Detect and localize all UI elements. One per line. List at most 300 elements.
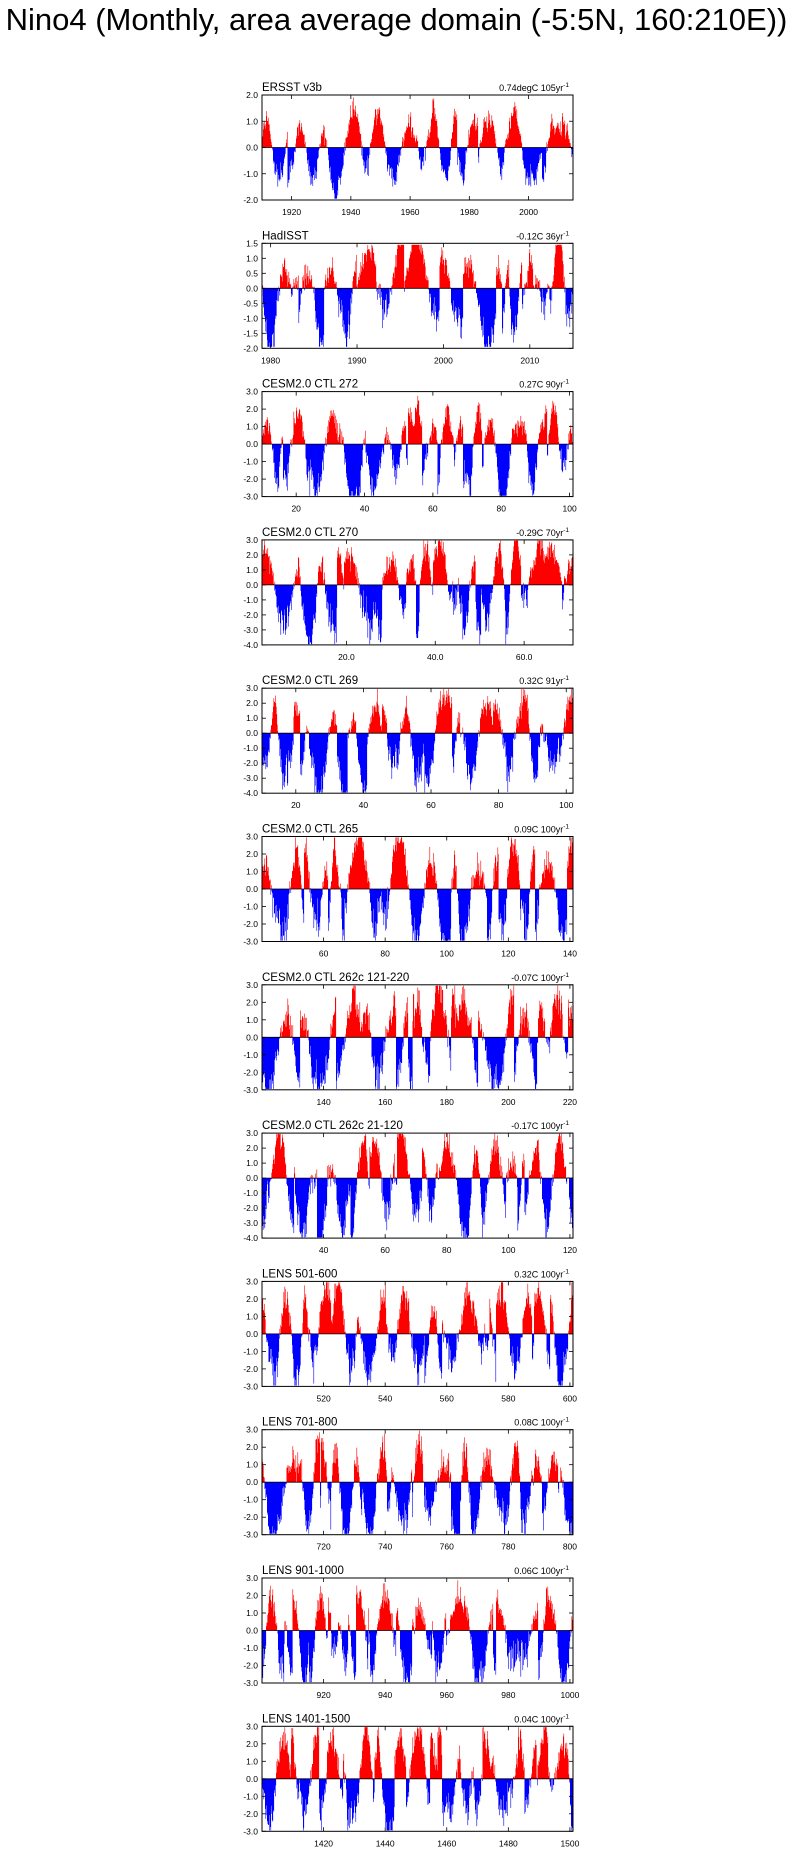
negative-bar (384, 444, 385, 454)
chart-panel (243, 972, 577, 1107)
negative-bar (352, 288, 353, 294)
x-tick-label: 20 (291, 503, 301, 514)
x-tick-label: 100 (439, 948, 454, 959)
y-tick-label: 0.0 (246, 579, 258, 590)
negative-bar (551, 288, 552, 313)
positive-bar (334, 1175, 335, 1178)
positive-bar (456, 866, 457, 889)
panel-title: CESM2.0 CTL 269 (262, 675, 359, 688)
negative-bar (428, 444, 429, 456)
x-tick-label: 2010 (520, 355, 540, 366)
y-tick-label: 0.0 (246, 283, 258, 294)
negative-bar (435, 733, 436, 741)
negative-bar (440, 444, 441, 458)
negative-bar (478, 1037, 479, 1082)
x-tick-label: 100 (559, 800, 574, 811)
negative-bar (463, 288, 464, 318)
negative-bar (547, 288, 548, 292)
x-tick-label: 1980 (459, 207, 479, 217)
negative-bar (529, 1037, 530, 1042)
y-tick-label: -1.0 (243, 456, 258, 467)
y-tick-label: 3.0 (246, 386, 258, 397)
positive-bar (524, 1160, 525, 1178)
y-tick-label: -3.0 (243, 1084, 258, 1095)
negative-bar (381, 889, 382, 910)
negative-bar (482, 1037, 483, 1040)
y-tick-label: 0.0 (246, 439, 258, 450)
x-tick-label: 20.0 (338, 651, 355, 662)
positive-bar (422, 421, 423, 444)
negative-bar (344, 148, 345, 156)
positive-bar (480, 1174, 481, 1178)
negative-bar (478, 733, 479, 747)
negative-bar (322, 889, 323, 895)
negative-bar (280, 288, 281, 295)
positive-bar (508, 1158, 509, 1178)
negative-bar (469, 585, 470, 591)
positive-bar (428, 280, 429, 288)
y-tick-label: 1.0 (246, 713, 258, 724)
positive-bar (501, 730, 502, 734)
negative-bar (403, 1037, 404, 1046)
x-tick-label: 60 (426, 800, 436, 811)
y-tick-label: 1.0 (246, 116, 258, 127)
positive-bar (547, 142, 548, 147)
x-tick-label: 1940 (341, 207, 361, 217)
negative-bar (281, 444, 282, 448)
negative-bar (278, 288, 279, 301)
positive-bar (463, 427, 464, 444)
positive-bar (291, 284, 292, 289)
negative-bar (523, 585, 524, 594)
trend-label: -0.07C $100yr^{-1}$ (511, 971, 569, 983)
y-tick-label: 2.0 (246, 698, 258, 709)
positive-bar (302, 277, 303, 288)
positive-bar (403, 138, 404, 147)
x-tick-label: 1990 (347, 355, 367, 366)
positive-bar (356, 721, 357, 733)
negative-bar (567, 889, 568, 935)
negative-bar (370, 148, 371, 155)
positive-bar (333, 1173, 334, 1178)
positive-bar (521, 566, 522, 585)
positive-bar (301, 884, 302, 889)
positive-bar (376, 282, 377, 289)
y-tick-label: 2.0 (246, 404, 258, 415)
negative-bar (424, 889, 425, 898)
negative-bar (564, 585, 565, 593)
positive-bar (522, 265, 523, 288)
negative-bar (347, 889, 348, 903)
y-tick-label: 1.0 (246, 253, 258, 264)
y-tick-label: -2.0 (243, 758, 258, 769)
chart-panel (243, 379, 577, 514)
y-tick-label: 2.0 (246, 997, 258, 1008)
positive-bar (327, 140, 328, 148)
negative-bar (426, 444, 427, 460)
positive-bar (540, 280, 541, 288)
negative-bar (456, 444, 457, 452)
y-tick-label: 1.0 (246, 1014, 258, 1025)
negative-bar (519, 288, 520, 301)
positive-bar (463, 728, 464, 734)
negative-bar (550, 1037, 551, 1053)
positive-bar (502, 729, 503, 733)
negative-bar (389, 288, 390, 303)
positive-bar (426, 1174, 427, 1178)
negative-bar (406, 585, 407, 603)
positive-bar (317, 1170, 318, 1179)
positive-bar (453, 581, 454, 585)
positive-bar (336, 997, 337, 1038)
negative-bar (514, 733, 515, 740)
x-tick-label: 1980 (261, 355, 281, 366)
negative-bar (348, 733, 349, 738)
positive-bar (425, 883, 426, 889)
positive-bar (292, 438, 293, 444)
y-tick-label: 0.5 (246, 268, 258, 279)
positive-bar (295, 1173, 296, 1178)
negative-bar (293, 733, 294, 745)
negative-bar (330, 889, 331, 903)
negative-bar (392, 288, 393, 294)
negative-bar (451, 148, 452, 151)
negative-bar (347, 733, 348, 792)
positive-bar (555, 878, 556, 889)
positive-bar (386, 1029, 387, 1038)
positive-bar (270, 880, 271, 889)
negative-bar (290, 444, 291, 456)
positive-bar (562, 1014, 563, 1037)
negative-bar (451, 889, 452, 892)
negative-bar (359, 585, 360, 588)
negative-bar (302, 288, 303, 292)
negative-bar (538, 1037, 539, 1043)
negative-bar (457, 585, 458, 592)
positive-bar (312, 1175, 313, 1178)
negative-bar (295, 148, 296, 153)
negative-bar (377, 288, 378, 299)
negative-bar (547, 148, 548, 152)
negative-bar (369, 148, 370, 159)
positive-bar (295, 278, 296, 288)
positive-bar (471, 1017, 472, 1037)
negative-bar (285, 148, 286, 154)
positive-bar (328, 876, 329, 889)
positive-bar (271, 885, 272, 889)
negative-bar (304, 889, 305, 923)
x-tick-label: 60 (428, 503, 438, 514)
x-tick-label: 2000 (433, 355, 453, 366)
negative-bar (507, 889, 508, 899)
y-tick-label: -1.0 (243, 313, 258, 324)
positive-bar (496, 138, 497, 147)
negative-bar (317, 585, 318, 597)
negative-bar (483, 444, 484, 466)
x-tick-label: 1960 (400, 207, 420, 217)
negative-bar (369, 889, 370, 893)
y-tick-label: 2.0 (246, 90, 258, 100)
positive-bar (287, 275, 288, 288)
negative-bar (412, 1037, 413, 1089)
positive-bar (311, 1175, 312, 1178)
positive-bar (324, 127, 325, 148)
positive-bar (476, 281, 477, 288)
positive-bar (502, 284, 503, 288)
positive-bar (453, 437, 454, 444)
y-tick-label: 0.0 (246, 728, 258, 739)
panel-title: CESM2.0 CTL 265 (262, 823, 359, 836)
positive-bar (275, 582, 276, 585)
y-tick-label: 1.0 (246, 421, 258, 432)
negative-bar (382, 585, 383, 620)
panel-title: CESM2.0 CTL 270 (262, 526, 359, 539)
y-tick-label: 1.0 (246, 564, 258, 575)
positive-bar (304, 275, 305, 288)
positive-bar (422, 1027, 423, 1037)
x-tick-label: 100 (562, 503, 577, 514)
negative-bar (542, 288, 543, 301)
negative-bar (544, 733, 545, 742)
negative-bar (271, 889, 272, 895)
negative-bar (504, 148, 505, 153)
positive-bar (364, 440, 365, 444)
negative-bar (345, 1037, 346, 1042)
positive-bar (381, 1173, 382, 1179)
positive-bar (394, 1154, 395, 1178)
negative-bar (538, 444, 539, 449)
negative-bar (387, 889, 388, 919)
negative-bar (563, 733, 564, 739)
positive-bar (387, 723, 388, 733)
positive-bar (343, 437, 344, 444)
positive-bar (356, 255, 357, 288)
x-tick-label: 20 (291, 800, 301, 811)
y-tick-label: -2.0 (243, 343, 258, 354)
negative-bar (567, 444, 568, 449)
positive-bar (501, 1157, 502, 1178)
negative-bar (398, 585, 399, 588)
positive-bar (504, 580, 505, 585)
panel-title: HadISST (262, 230, 309, 243)
negative-bar (324, 288, 325, 335)
positive-bar (358, 578, 359, 585)
negative-bar (424, 148, 425, 166)
positive-bar (365, 431, 366, 444)
x-tick-label: 40.0 (426, 651, 444, 662)
negative-bar (419, 585, 420, 613)
negative-bar (314, 288, 315, 293)
positive-bar (520, 885, 521, 889)
negative-bar (467, 148, 468, 153)
negative-bar (523, 288, 524, 295)
positive-bar (384, 438, 385, 444)
positive-bar (482, 431, 483, 444)
y-tick-label: -0.5 (243, 298, 258, 309)
negative-bar (279, 1037, 280, 1051)
positive-bar (291, 440, 292, 445)
chart-panel (243, 824, 577, 959)
positive-bar (305, 439, 306, 444)
positive-bar (447, 1025, 448, 1038)
negative-bar (294, 1178, 295, 1233)
positive-bar (529, 1030, 530, 1037)
positive-bar (368, 1171, 369, 1178)
positive-bar (528, 1022, 529, 1037)
positive-bar (345, 142, 346, 147)
negative-bar (479, 148, 480, 163)
negative-bar (540, 733, 541, 747)
positive-bar (390, 878, 391, 889)
positive-bar (547, 409, 548, 444)
positive-bar (479, 863, 480, 889)
positive-bar (298, 276, 299, 289)
x-tick-label: 140 (316, 1096, 331, 1107)
negative-bar (368, 733, 369, 737)
positive-bar (482, 1029, 483, 1037)
positive-bar (286, 1175, 287, 1178)
positive-bar (416, 580, 417, 585)
negative-bar (539, 889, 540, 906)
negative-bar (401, 444, 402, 450)
positive-bar (475, 561, 476, 585)
y-tick-label: -2.0 (243, 474, 258, 485)
positive-bar (370, 882, 371, 889)
page-title: Nino4 (Monthly, area average domain (-5:5N, 160:210E)) (5, 2, 788, 37)
trend-label: -0.17C $100yr^{-1}$ (511, 1120, 569, 1132)
positive-bar (361, 141, 362, 148)
chart-panel (243, 230, 573, 365)
negative-bar (404, 288, 405, 292)
x-tick-label: 2000 (519, 207, 539, 217)
negative-bar (555, 889, 556, 892)
positive-bar (291, 1025, 292, 1037)
positive-bar (287, 132, 288, 148)
positive-bar (357, 572, 358, 584)
x-tick-label: 180 (439, 1096, 454, 1107)
negative-bar (424, 1037, 425, 1042)
positive-bar (506, 1034, 507, 1038)
y-tick-label: 2.0 (246, 549, 258, 560)
positive-bar (452, 704, 453, 734)
positive-bar (323, 556, 324, 585)
negative-bar (455, 444, 456, 460)
y-tick-label: 0.0 (246, 1032, 258, 1043)
chart-panel (243, 527, 573, 662)
positive-bar (410, 1174, 411, 1179)
y-tick-label: 0.0 (246, 884, 258, 894)
negative-bar (345, 148, 346, 151)
positive-bar (371, 1033, 372, 1038)
positive-bar (388, 435, 389, 444)
positive-bar (471, 877, 472, 889)
positive-bar (305, 142, 306, 148)
positive-bar (537, 278, 538, 288)
negative-bar (310, 889, 311, 892)
positive-bar (566, 1167, 567, 1179)
positive-bar (540, 1172, 541, 1178)
positive-bar (300, 711, 301, 733)
positive-bar (306, 264, 307, 288)
positive-bar (290, 1016, 291, 1037)
positive-bar (483, 1032, 484, 1037)
negative-bar (344, 585, 345, 590)
positive-bar (369, 878, 370, 889)
negative-bar (492, 889, 493, 912)
positive-bar (418, 141, 419, 148)
positive-bar (329, 728, 330, 733)
negative-bar (528, 585, 529, 590)
trend-label: 0.74degC $105yr^{-1}$ (499, 82, 569, 93)
negative-bar (537, 1037, 538, 1084)
y-tick-label: -1.0 (243, 168, 258, 179)
negative-bar (291, 889, 292, 893)
negative-bar (430, 1037, 431, 1076)
x-tick-label: 40 (359, 503, 370, 514)
negative-bar (548, 444, 549, 456)
y-tick-label: -1.0 (243, 901, 258, 912)
positive-bar (447, 580, 448, 585)
y-tick-label: -2.0 (243, 195, 258, 205)
negative-bar (274, 585, 275, 591)
negative-bar (433, 585, 434, 595)
positive-bar (539, 282, 540, 288)
x-tick-label: 80 (493, 800, 504, 811)
negative-bar (513, 733, 514, 772)
negative-bar (505, 1037, 506, 1046)
positive-bar (514, 986, 515, 1038)
positive-bar (315, 1174, 316, 1179)
positive-bar (527, 271, 528, 289)
negative-bar (448, 1037, 449, 1047)
positive-bar (325, 438, 326, 445)
positive-bar (439, 140, 440, 148)
positive-bar (562, 581, 563, 584)
negative-bar (425, 148, 426, 161)
positive-bar (430, 1031, 431, 1037)
positive-bar (437, 1164, 438, 1178)
positive-bar (293, 1025, 294, 1037)
trend-label: 0.09C $100yr^{-1}$ (514, 823, 569, 835)
y-tick-label: 3.0 (246, 979, 258, 990)
positive-bar (396, 1008, 397, 1037)
positive-bar (545, 1022, 546, 1038)
negative-bar (530, 889, 531, 892)
positive-bar (271, 441, 272, 444)
positive-bar (306, 1018, 307, 1038)
negative-bar (305, 733, 306, 752)
x-tick-label: 60.0 (515, 651, 533, 662)
positive-bar (283, 440, 284, 444)
negative-bar (546, 148, 547, 153)
positive-bar (564, 277, 565, 289)
negative-bar (292, 288, 293, 295)
negative-bar (505, 288, 506, 304)
panel-title: ERSST v3b (262, 82, 322, 94)
positive-bar (327, 1166, 328, 1178)
positive-bar (379, 283, 380, 288)
positive-bar (479, 730, 480, 733)
chart-panel (243, 82, 573, 217)
positive-bar (529, 728, 530, 733)
x-tick-label: 40 (358, 800, 369, 811)
y-tick-label: 3.0 (246, 831, 258, 842)
negative-bar (479, 733, 480, 736)
negative-bar (455, 585, 456, 611)
x-tick-label: 140 (562, 948, 578, 959)
positive-bar (340, 884, 341, 889)
negative-bar (457, 148, 458, 166)
